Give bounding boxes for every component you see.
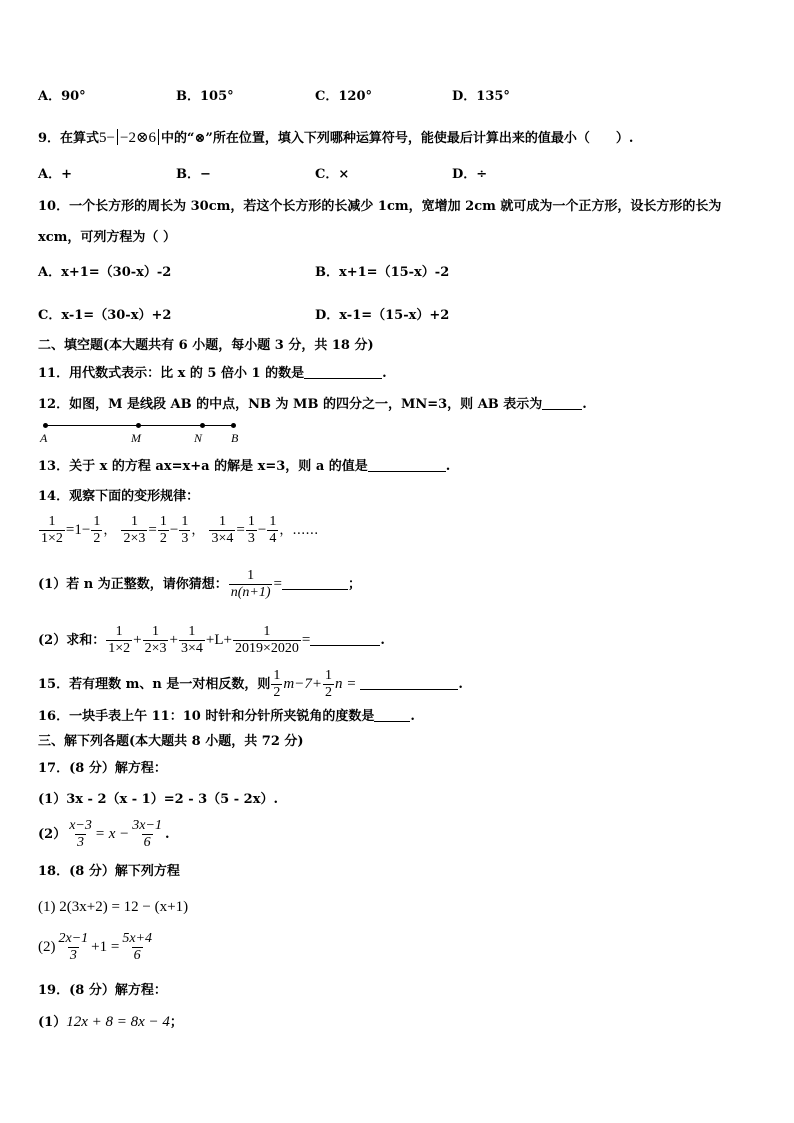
q14-part1-end: ； [347,577,361,592]
q10-line2: xcm，可列方程为（ ） [38,230,176,245]
minus: − [257,522,267,538]
fraction: $\frac{1}{1\times 2}$ [108,624,131,656]
q15-expr-mid: m−7+ [283,676,322,692]
section-2-heading: 二、填空题(本大题共有 6 小题，每小题 3 分，共 18 分) [38,338,374,353]
q9-expr2: −2⊗6 [120,130,157,146]
q9-expr1: 5− [99,130,116,146]
q12-text: 12．如图，M 是线段 AB 的中点，NB 为 MB 的四分之一，MN=3，则 AB 表示为 [38,397,543,412]
fraction: $\frac{1}{2019\times 2020}$ [234,624,299,656]
q9-option-a: A．+ [38,167,72,182]
q14-part2-blank [310,631,380,646]
q14-part1-text: (1）若 n 为正整数，请你猜想： [38,577,228,592]
q14-part1 [38,568,361,601]
fraction: $\frac{2x-1}{3}$ [58,931,89,963]
equals: = [236,522,245,538]
q17-part1: (1）3x - 2（x - 1）=2 - 3（5 - 2x）. [38,792,278,807]
fraction: $\frac{1}{3\times 4}$ [180,624,203,656]
fraction: $\frac{1}{2}$ [159,514,167,546]
fraction: $\frac{1}{2\times 3}$ [123,514,146,546]
q17-title: 17．(8 分）解方程： [38,761,167,776]
q18-expr-mid: +1 = [91,939,120,955]
q11-answer-blank [304,364,382,379]
q8-option-d: D．135° [452,89,510,104]
q17-part2 [38,818,169,851]
q14-title: 14．观察下面的变形规律： [38,489,200,504]
q11-question [38,364,387,383]
fraction: $\frac{1}{2}$ [93,514,101,546]
q8-option-a: A．90° [38,89,86,104]
fraction: $\frac{1}{2}$ [273,668,281,700]
q14-part2 [38,624,385,657]
equals: =1− [65,522,91,538]
q10-line1: 10．一个长方形的周长为 30cm，若这个长方形的长减少 1cm，宽增加 2cm 就可成为一个正方形，设长方形的长为 [38,199,722,214]
point-a-label: A [40,431,48,445]
fraction: $\frac{1}{n(n+1)}$ [230,568,271,600]
fraction: $\frac{5x+4}{6}$ [122,931,153,963]
equals: = [273,576,282,592]
q16-end: . [410,709,415,724]
q13-text: 13．关于 x 的方程 ax=x+a 的解是 x=3，则 a 的值是 [38,459,368,474]
q15-text: 15．若有理数 m、n 是一对相反数，则 [38,677,271,692]
q11-text: 11．用代数式表示：比 x 的 5 倍小 1 的数是 [38,366,305,381]
abs-bar-left [117,129,118,145]
q12-answer-blank [542,395,582,410]
q17-part2-label: (2） [38,827,67,842]
q14-part2-end: . [380,633,385,648]
q9-option-c: C．× [315,167,350,182]
ellipsis-glyph: L [214,632,224,648]
point-b-label: B [231,431,239,445]
minus: − [169,522,179,538]
q19-end: ； [169,1015,183,1030]
q19-title: 19．(8 分）解方程： [38,983,167,998]
section-3-heading: 三、解下列各题(本大题共 8 小题，共 72 分) [38,734,304,749]
q12-question [38,395,587,414]
equals: = [301,632,311,648]
q18-part2 [38,931,155,964]
fraction: $\frac{1}{4}$ [269,514,277,546]
point-m-dot [136,423,141,428]
q19-part1-label: (1） [38,1015,67,1030]
q8-option-c: C．120° [315,89,372,104]
q9-option-b: B．− [176,167,211,182]
q19-part1 [38,1013,183,1032]
q16-question [38,707,415,726]
q13-end: . [445,459,451,474]
q8-option-b: B．105° [176,89,234,104]
q15-end: . [458,677,463,692]
q17-end: . [164,827,170,842]
q9-question [38,129,633,148]
point-a-dot [43,423,48,428]
fraction: $\frac{1}{2\times 3}$ [144,624,167,656]
q10-option-c: C．x-1=（30-x）+2 [38,308,172,323]
q15-question [38,668,463,701]
q10-option-d: D．x-1=（15-x）+2 [315,308,450,323]
separator: ，…… [279,523,319,538]
q13-answer-blank [368,457,446,472]
plus: + [223,632,232,648]
q12-end: . [582,397,587,412]
point-n-dot [200,423,205,428]
separator: ， [191,523,205,538]
q18-part1-equation: (1) 2(3x+2) = 12 − (x+1) [38,899,189,915]
q15-expr-tail: n = [334,676,357,692]
q9-option-d: D．÷ [452,167,488,182]
q10-option-b: B．x+1=（15-x）-2 [315,265,450,280]
fraction: $\frac{3x-1}{6}$ [132,818,162,850]
point-n-label: N [194,431,203,445]
q16-answer-blank [374,707,410,722]
point-m-label: M [131,431,141,445]
abs-bar-right [158,129,159,145]
q14-pattern-row [38,514,318,547]
q9-prefix: 9．在算式 [38,131,100,146]
fraction: $\frac{1}{2}$ [324,668,332,700]
q18-part2-label: (2) [38,939,56,955]
q19-equation: 12x + 8 = 8x − 4 [66,1014,170,1030]
point-b-dot [231,423,236,428]
plus: + [133,632,142,648]
q15-answer-blank [360,675,458,690]
fraction: $\frac{1}{3\times 4}$ [211,514,234,546]
q17-expr-mid: = x − [94,826,130,842]
fraction: $\frac{x-3}{3}$ [69,818,92,850]
q14-part2-text: (2）求和： [38,633,106,648]
q9-suffix: 中的“⊗”所在位置，填入下列哪种运算符号，能使最后计算出来的值最小（ ）. [161,131,634,146]
fraction: $\frac{1}{1\times 2}$ [41,514,63,546]
fraction: $\frac{1}{3}$ [247,514,255,546]
q13-question [38,457,450,476]
q11-end: . [382,366,387,381]
q18-title: 18．(8 分）解下列方程 [38,864,180,879]
q14-part1-blank [282,575,348,590]
plus: + [169,632,178,648]
plus: + [205,632,215,648]
q10-option-a: A．x+1=（30-x）-2 [38,265,172,280]
q18-part1 [38,898,188,917]
fraction: $\frac{1}{3}$ [181,514,189,546]
separator: ， [103,523,117,538]
q16-text: 16．一块手表上午 11：10 时针和分针所夹锐角的度数是 [38,709,375,724]
equals: = [148,522,157,538]
